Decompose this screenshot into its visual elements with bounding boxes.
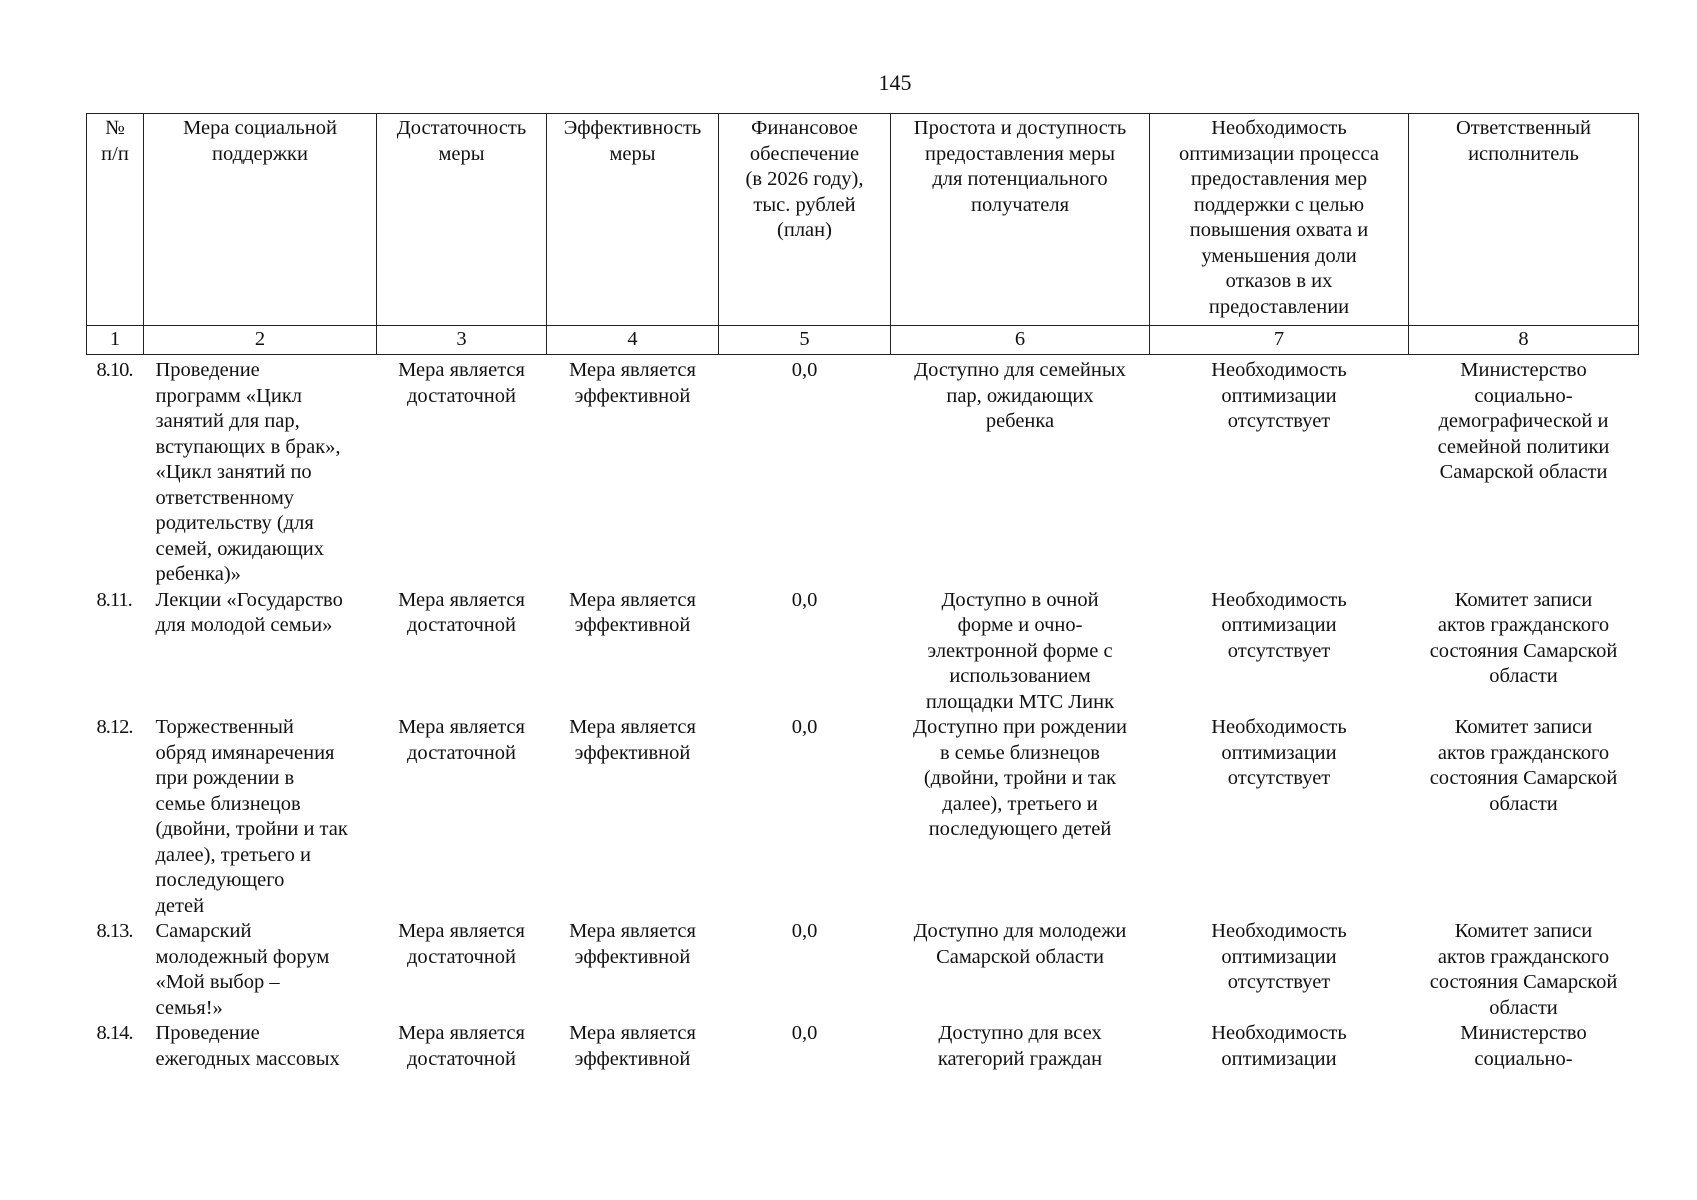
header-executor: Ответственный исполнитель bbox=[1409, 114, 1639, 326]
optimization-value: Необходимость оптимизации отсутствует bbox=[1211, 588, 1347, 662]
column-number: 6 bbox=[891, 326, 1150, 355]
executor-value: Комитет записи актов гражданского состояния Самарской области bbox=[1429, 588, 1618, 687]
executor-value: Комитет записи актов гражданского состояния Самарской области bbox=[1429, 920, 1618, 1019]
table-row bbox=[87, 355, 1639, 588]
header-accessibility: Простота и доступность предоставления меры для потенциального получателя bbox=[891, 114, 1150, 326]
column-number: 1 bbox=[87, 326, 144, 355]
row-number: 8.14. bbox=[96, 1022, 133, 1044]
accessibility-value: Доступно для молодежи Самарской области bbox=[913, 920, 1127, 968]
optimization-value: Необходимость оптимизации отсутствует bbox=[1211, 920, 1347, 993]
column-number: 8 bbox=[1409, 326, 1639, 355]
page-number: 145 bbox=[878, 70, 912, 95]
header-measure: Мера социальной поддержки bbox=[144, 114, 377, 326]
financing-value: 0,0 bbox=[791, 1022, 818, 1044]
measure-name: Лекции «Государство для молодой семьи» bbox=[155, 588, 343, 636]
effectiveness-value: Мера является эффективной bbox=[569, 588, 696, 636]
effectiveness-value: Мера является эффективной bbox=[569, 920, 696, 968]
row-number: 8.12. bbox=[96, 716, 133, 738]
sufficiency-value: Мера является достаточной bbox=[398, 359, 525, 407]
measure-name: Проведение ежегодных массовых bbox=[155, 1022, 340, 1070]
row-number: 8.11. bbox=[96, 588, 132, 611]
table-header-row bbox=[87, 114, 1639, 326]
table-row bbox=[87, 1021, 1639, 1081]
accessibility-value: Доступно при рождении в семье близнецов (двойни, тройни и так далее), третьего и последующего детей bbox=[912, 716, 1127, 840]
executor-value: Министерство социально- демографической и семейной политики Самарской области bbox=[1437, 359, 1610, 483]
column-number: 7 bbox=[1150, 326, 1409, 355]
header-row-number: № п/п bbox=[87, 114, 144, 326]
accessibility-value: Доступно для семейных пар, ожидающих ребенка bbox=[914, 359, 1126, 432]
column-numbers-row bbox=[87, 326, 1639, 355]
measure-name: Самарский молодежный форум «Мой выбор – семья!» bbox=[155, 920, 330, 1019]
sufficiency-value: Мера является достаточной bbox=[398, 1022, 525, 1070]
table-row bbox=[87, 715, 1639, 919]
sufficiency-value: Мера является достаточной bbox=[398, 920, 525, 968]
financing-value: 0,0 bbox=[791, 588, 818, 611]
executor-value: Министерство социально- bbox=[1460, 1022, 1587, 1070]
optimization-value: Необходимость оптимизации отсутствует bbox=[1211, 716, 1347, 789]
header-sufficiency: Достаточность меры bbox=[377, 114, 547, 326]
table-row bbox=[87, 588, 1639, 716]
sufficiency-value: Мера является достаточной bbox=[398, 588, 525, 636]
header-optimization: Необходимость оптимизации процесса предоставления мер поддержки с целью повышения охвата и уменьшения доли отказов в их предоставлении bbox=[1150, 114, 1409, 326]
header-effectiveness: Эффективность меры bbox=[547, 114, 719, 326]
executor-value: Комитет записи актов гражданского состояния Самарской области bbox=[1429, 716, 1618, 815]
row-number: 8.13. bbox=[96, 920, 133, 942]
column-number: 4 bbox=[547, 326, 719, 355]
financing-value: 0,0 bbox=[791, 920, 818, 942]
social-support-measures-table bbox=[86, 113, 1639, 1081]
effectiveness-value: Мера является эффективной bbox=[569, 1022, 696, 1070]
optimization-value: Необходимость оптимизации отсутствует bbox=[1211, 359, 1347, 432]
accessibility-value: Доступно для всех категорий граждан bbox=[937, 1022, 1103, 1070]
financing-value: 0,0 bbox=[791, 359, 818, 381]
header-financing: Финансовое обеспечение (в 2026 году), тыс. рублей (план) bbox=[719, 114, 891, 326]
financing-value: 0,0 bbox=[791, 716, 818, 738]
column-number: 3 bbox=[377, 326, 547, 355]
column-number: 2 bbox=[144, 326, 377, 355]
row-number: 8.10. bbox=[96, 359, 133, 381]
accessibility-value: Доступно в очной форме и очно- электронной форме с использованием площадки МТС Линк bbox=[925, 588, 1115, 713]
optimization-value: Необходимость оптимизации bbox=[1211, 1022, 1347, 1070]
measure-name: Торжественный обряд имянаречения при рождении в семье близнецов (двойни, тройни и так далее), третьего и последующего детей bbox=[155, 716, 348, 917]
effectiveness-value: Мера является эффективной bbox=[569, 716, 696, 764]
table-row bbox=[87, 919, 1639, 1021]
column-number: 5 bbox=[719, 326, 891, 355]
measure-name: Проведение программ «Цикл занятий для пар, вступающих в брак», «Цикл занятий по ответственному родительству (для семей, ожидающих ребенка)» bbox=[155, 359, 341, 585]
sufficiency-value: Мера является достаточной bbox=[398, 716, 525, 764]
effectiveness-value: Мера является эффективной bbox=[569, 359, 696, 407]
